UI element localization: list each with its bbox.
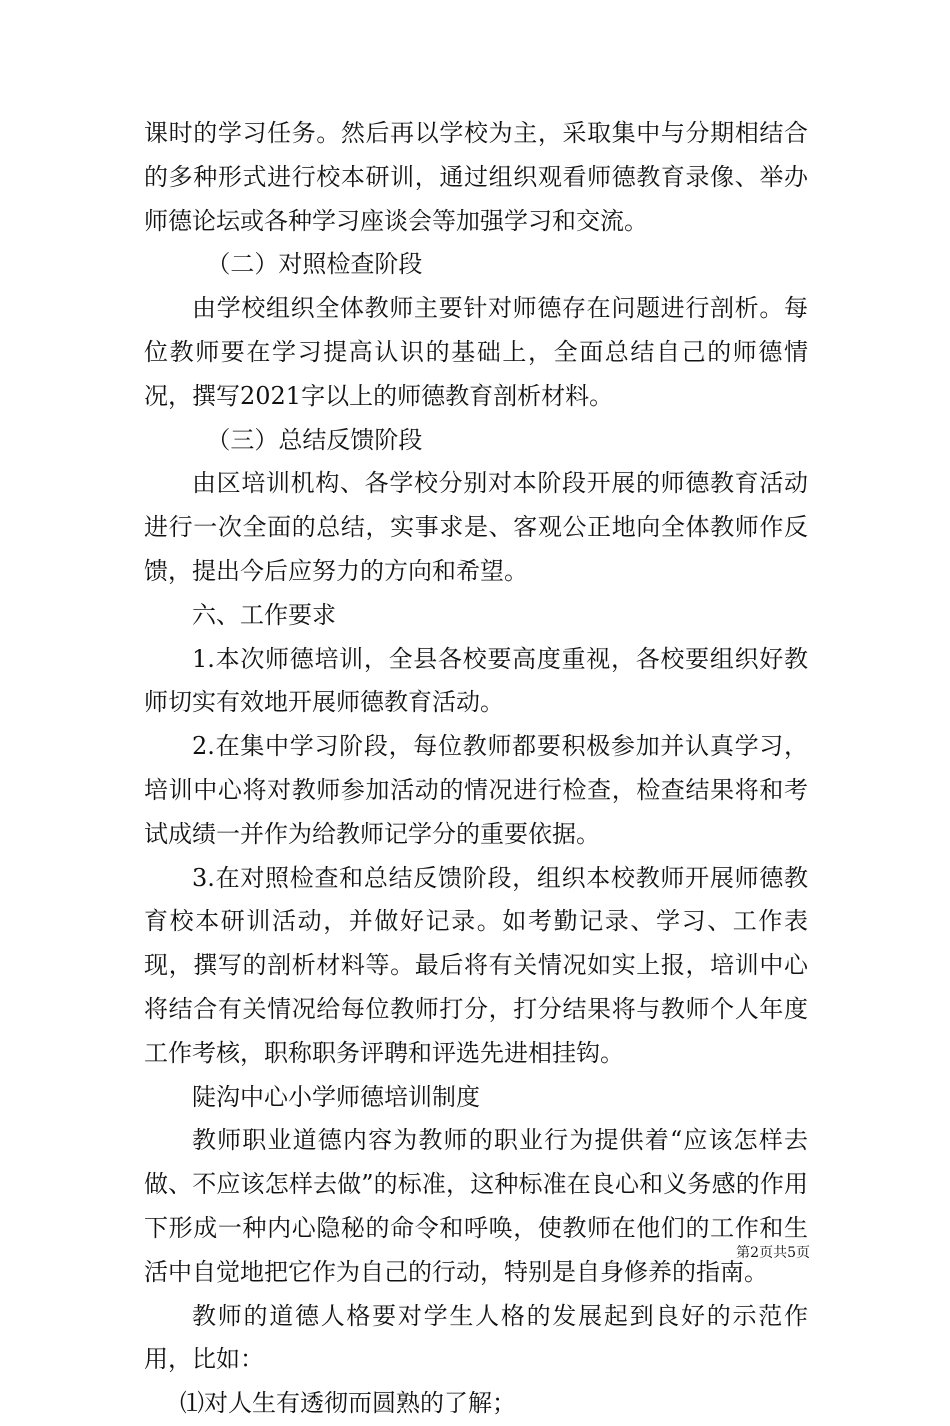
heading-work-requirements: 六、工作要求 <box>192 600 336 629</box>
requirement-item-1: 1.本次师德培训，全县各校要高度重视，各校要组织好教师切实有效地开展师德教育活动。 <box>144 644 808 717</box>
paragraph-moral-personality: 教师的道德人格要对学生人格的发展起到良好的示范作用，比如： <box>144 1301 808 1374</box>
requirement-item-2: 2.在集中学习阶段，每位教师都要积极参加并认真学习，培训中心将对教师参加活动的情况进行检查，检查结果将和考试成绩一并作为给教师记学分的重要依据。 <box>144 732 808 848</box>
document-body <box>144 112 808 1426</box>
heading-review-stage: （二）对照检查阶段 <box>206 250 423 279</box>
heading-feedback-stage: （三）总结反馈阶段 <box>206 425 423 454</box>
heading-school-system: 陡沟中心小学师德培训制度 <box>192 1082 480 1111</box>
paragraph-review-stage: 由学校组织全体教师主要针对师德存在问题进行剖析。每位教师要在学习提高认识的基础上，全面总结自己的师德情况，撰写2021字以上的师德教育剖析材料。 <box>144 294 808 410</box>
page-number-footer: 第2页共5页 <box>736 1245 810 1261</box>
paragraph-feedback-stage: 由区培训机构、各学校分别对本阶段开展的师德教育活动进行一次全面的总结，实事求是、客观公正地向全体教师作反馈，提出今后应努力的方向和希望。 <box>144 469 808 585</box>
requirement-item-3: 3.在对照检查和总结反馈阶段，组织本校教师开展师德教育校本研训活动，并做好记录。如考勤记录、学习、工作表现，撰写的剖析材料等。最后将有关情况如实上报，培训中心将结合有关情况给每位教师打分，打分结果将与教师个人年度工作考核，职称职务评聘和评选先进相挂钩。 <box>144 863 808 1067</box>
paragraph-ethics-content: 教师职业道德内容为教师的职业行为提供着“应该怎样去做、不应该怎样去做”的标准，这种标准在良心和义务感的作用下形成一种内心隐秘的命令和呼唤，使教师在他们的工作和生活中自觉地把它作为自己的行动，特别是自身修养的指南。 <box>144 1126 808 1286</box>
list-item-1: ⑴对人生有透彻而圆熟的了解； <box>180 1389 516 1418</box>
paragraph-training-continued: 课时的学习任务。然后再以学校为主，采取集中与分期相结合的多种形式进行校本研训，通过组织观看师德教育录像、举办师德论坛或各种学习座谈会等加强学习和交流。 <box>144 119 808 235</box>
